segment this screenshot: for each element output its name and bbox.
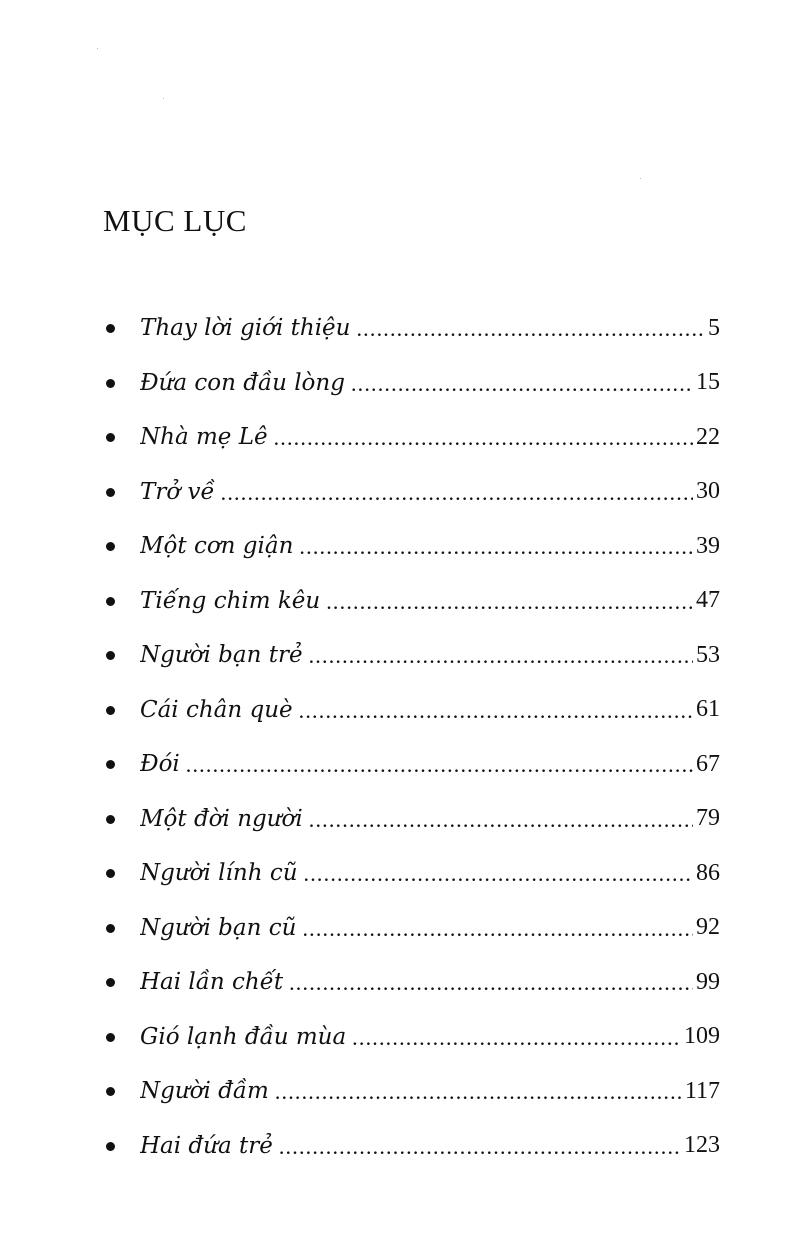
bullet-icon bbox=[106, 1033, 115, 1042]
toc-entry-page: 39 bbox=[696, 532, 720, 559]
toc-entry-page: 53 bbox=[696, 641, 720, 668]
toc-entry-page: 67 bbox=[696, 750, 720, 777]
toc-entry-title: Hai đứa trẻ bbox=[140, 1132, 273, 1159]
toc-entry[interactable] bbox=[0, 519, 800, 574]
toc-entry-title: Người đầm bbox=[140, 1078, 269, 1105]
toc-entry[interactable] bbox=[0, 846, 800, 901]
toc-entry[interactable] bbox=[0, 628, 800, 683]
toc-entry-title: Người bạn trẻ bbox=[140, 642, 303, 669]
toc-entry[interactable] bbox=[0, 792, 800, 847]
dot-leader bbox=[309, 645, 693, 667]
dot-leader bbox=[289, 972, 693, 994]
dot-leader bbox=[356, 318, 705, 340]
toc-entry[interactable] bbox=[0, 737, 800, 792]
toc-entry-title: Thay lời giới thiệu bbox=[140, 315, 351, 342]
bullet-icon bbox=[106, 924, 115, 933]
toc-entry-page: 5 bbox=[708, 314, 720, 341]
bullet-icon bbox=[106, 869, 115, 878]
toc-entry-title: Trở về bbox=[140, 478, 215, 505]
dot-leader bbox=[326, 591, 693, 613]
bullet-icon bbox=[106, 1087, 115, 1096]
dot-leader bbox=[309, 809, 693, 831]
toc-entry-line bbox=[140, 792, 720, 847]
bullet-icon bbox=[106, 488, 115, 497]
dot-leader bbox=[279, 1136, 681, 1158]
toc-entry-title: Một đời người bbox=[140, 805, 303, 832]
toc-entry-title: Tiếng chim kêu bbox=[140, 587, 321, 614]
toc-entry[interactable] bbox=[0, 1010, 800, 1065]
toc-entry[interactable] bbox=[0, 955, 800, 1010]
toc-entry[interactable] bbox=[0, 683, 800, 738]
bullet-icon bbox=[106, 651, 115, 660]
dot-leader bbox=[221, 482, 693, 504]
toc-entry[interactable] bbox=[0, 356, 800, 411]
dot-leader bbox=[304, 863, 693, 885]
toc-entry-line bbox=[140, 574, 720, 629]
toc-entry-line bbox=[140, 1064, 720, 1119]
paper-speck bbox=[97, 48, 98, 49]
bullet-icon bbox=[106, 433, 115, 442]
dot-leader bbox=[302, 918, 693, 940]
toc-entry-line bbox=[140, 1010, 720, 1065]
toc-entry[interactable] bbox=[0, 1064, 800, 1119]
toc-entry-title: Hai lần chết bbox=[140, 969, 284, 996]
bullet-icon bbox=[106, 597, 115, 606]
toc-entry-page: 61 bbox=[696, 696, 720, 723]
bullet-icon bbox=[106, 1142, 115, 1151]
toc-entry[interactable] bbox=[0, 465, 800, 520]
toc-entry-page: 22 bbox=[696, 423, 720, 450]
toc-entry-page: 47 bbox=[696, 587, 720, 614]
dot-leader bbox=[299, 536, 693, 558]
toc-entry[interactable] bbox=[0, 574, 800, 629]
paper-speck bbox=[640, 178, 641, 179]
toc-entry-title: Một cơn giận bbox=[140, 533, 294, 560]
toc-entry-page: 15 bbox=[696, 369, 720, 396]
bullet-icon bbox=[106, 978, 115, 987]
dot-leader bbox=[186, 754, 693, 776]
toc-entry-line bbox=[140, 737, 720, 792]
bullet-icon bbox=[106, 706, 115, 715]
toc-entry-line bbox=[140, 410, 720, 465]
toc-entry-title: Người bạn cũ bbox=[140, 914, 297, 941]
toc-entry-line bbox=[140, 901, 720, 956]
toc-entry-page: 109 bbox=[684, 1023, 720, 1050]
toc-entry-page: 117 bbox=[684, 1077, 720, 1104]
toc-entry-page: 30 bbox=[696, 478, 720, 505]
bullet-icon bbox=[106, 760, 115, 769]
toc-list bbox=[0, 301, 800, 1173]
toc-entry-line bbox=[140, 465, 720, 520]
toc-entry-title: Gió lạnh đầu mùa bbox=[140, 1023, 347, 1050]
toc-entry-line bbox=[140, 519, 720, 574]
dot-leader bbox=[351, 373, 693, 395]
toc-entry-line bbox=[140, 1119, 720, 1174]
toc-entry-page: 123 bbox=[684, 1132, 720, 1159]
toc-entry-title: Nhà mẹ Lê bbox=[140, 424, 268, 451]
toc-heading: MỤC LỤC bbox=[103, 203, 247, 238]
toc-entry-page: 79 bbox=[696, 805, 720, 832]
toc-entry-page: 99 bbox=[696, 968, 720, 995]
toc-entry-title: Đói bbox=[140, 751, 180, 778]
toc-entry-page: 86 bbox=[696, 859, 720, 886]
dot-leader bbox=[274, 427, 693, 449]
dot-leader bbox=[299, 700, 693, 722]
toc-entry-line bbox=[140, 683, 720, 738]
toc-entry-line bbox=[140, 955, 720, 1010]
bullet-icon bbox=[106, 815, 115, 824]
dot-leader bbox=[352, 1027, 681, 1049]
paper-speck bbox=[163, 98, 164, 99]
toc-entry[interactable] bbox=[0, 1119, 800, 1174]
toc-entry[interactable] bbox=[0, 301, 800, 356]
toc-entry-title: Đứa con đầu lòng bbox=[140, 369, 345, 396]
toc-entry-title: Người lính cũ bbox=[140, 860, 298, 887]
bullet-icon bbox=[106, 324, 115, 333]
bullet-icon bbox=[106, 542, 115, 551]
toc-entry-line bbox=[140, 301, 720, 356]
toc-entry[interactable] bbox=[0, 901, 800, 956]
toc-entry-line bbox=[140, 628, 720, 683]
toc-entry-page: 92 bbox=[696, 914, 720, 941]
toc-entry[interactable] bbox=[0, 410, 800, 465]
dot-leader bbox=[275, 1081, 682, 1103]
bullet-icon bbox=[106, 379, 115, 388]
toc-entry-title: Cái chân què bbox=[140, 696, 293, 723]
toc-entry-line bbox=[140, 846, 720, 901]
toc-entry-line bbox=[140, 356, 720, 411]
